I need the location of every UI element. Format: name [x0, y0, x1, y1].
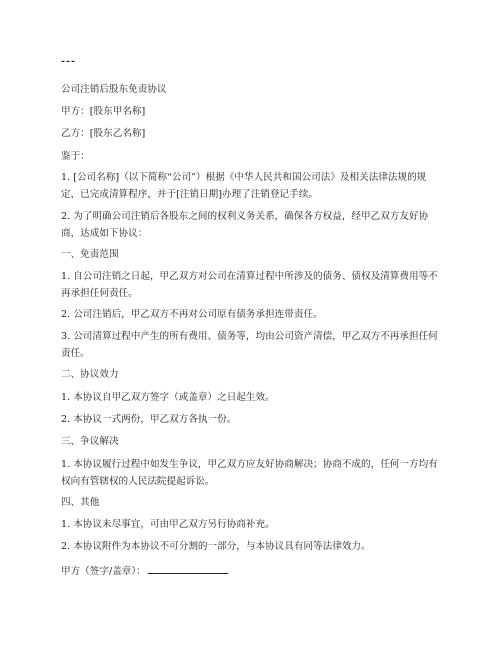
signature-a-label: 甲方（签字/盖章）： [61, 566, 146, 577]
section-4-item-1: 1. 本协议未尽事宜，可由甲乙双方另行协商补充。 [61, 519, 275, 530]
section-1-item-3: 3. 公司清算过程中产生的所有费用、债务等，均由公司资产清偿，甲乙双方不再承担任何责任。 [61, 331, 438, 359]
section-1-item-2: 2. 公司注销后，甲乙双方不再对公司原有债务承担连带责任。 [61, 309, 323, 320]
section-4-item-2: 2. 本协议附件为本协议不可分割的一部分，与本协议具有同等法律效力。 [61, 541, 371, 552]
document-title: 公司注销后股东免责协议 [61, 84, 167, 95]
signature-a-row [61, 562, 441, 580]
party-b: 乙方：[股东乙名称] [61, 128, 146, 139]
section-3-item-1: 1. 本协议履行过程中如发生争议，甲乙双方应友好协商解决；协商不成的，任何一方均有权向有管辖权的人民法院提起诉讼。 [61, 459, 438, 487]
section-2-item-2: 2. 本协议一式两份，甲乙双方各执一份。 [61, 414, 237, 425]
section-1-item-1: 1. 自公司注销之日起，甲乙双方对公司在清算过程中所涉及的债务、债权及清算费用等不再承担任何责任。 [61, 271, 438, 299]
signature-a-line[interactable] [148, 562, 228, 574]
section-2-heading: 二、协议效力 [61, 369, 119, 380]
section-1-heading: 一、免责范围 [61, 249, 119, 260]
recital-1: 1. [公司名称]（以下简称“公司”）根据《中华人民共和国公司法》及相关法律法规的规定，已完成清算程序，并于[注销日期]办理了注销登记手续。 [61, 172, 427, 200]
party-a: 甲方：[股东甲名称] [61, 106, 146, 117]
separator: --- [61, 56, 76, 67]
recital-2: 2. 为了明确公司注销后各股东之间的权利义务关系，确保各方权益，经甲乙双方友好协商，达成如下协议： [61, 211, 429, 239]
whereas-heading: 鉴于： [61, 151, 90, 162]
section-3-heading: 三、争议解决 [61, 436, 119, 447]
section-2-item-1: 1. 本协议自甲乙双方签字（或盖章）之日起生效。 [61, 392, 275, 403]
section-4-heading: 四、其他 [61, 497, 100, 508]
